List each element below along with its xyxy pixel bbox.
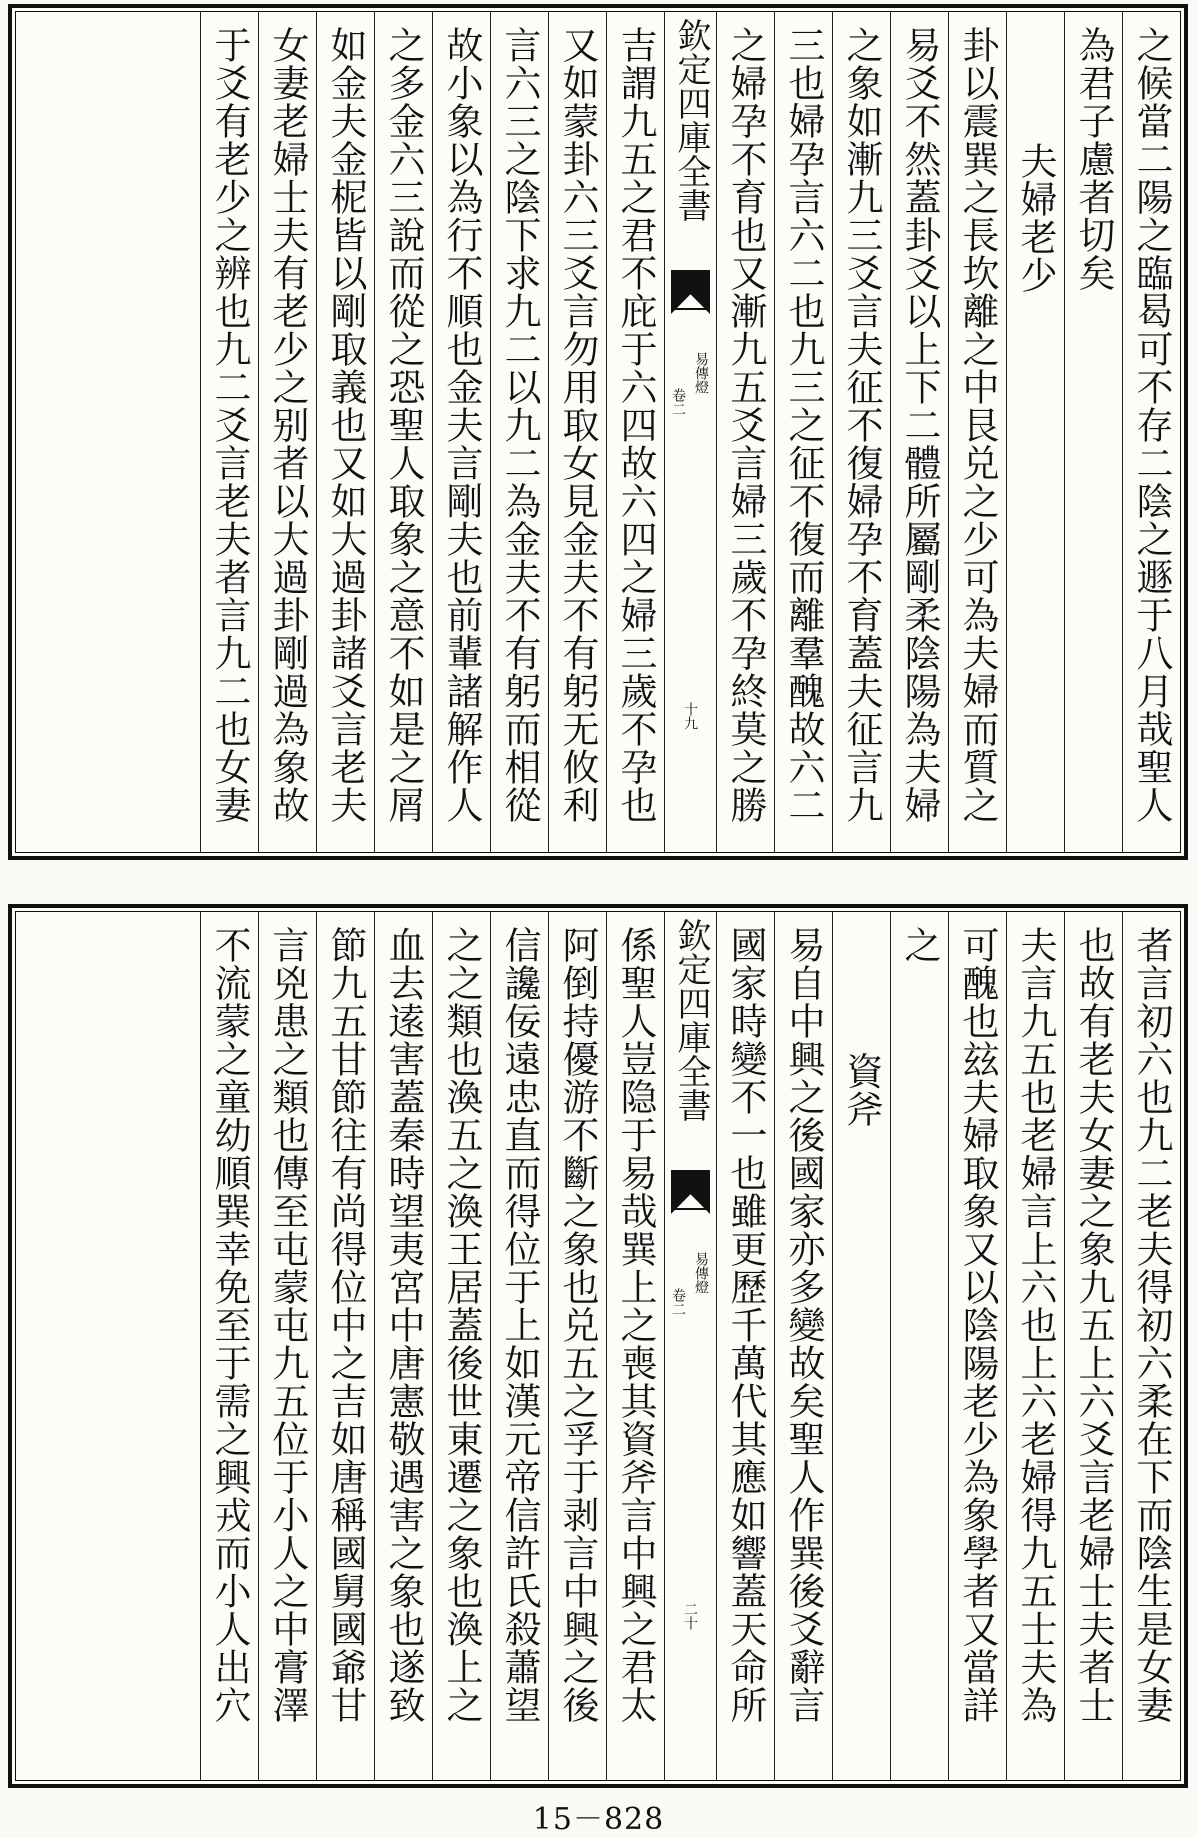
bottom-columns [16,912,1180,1780]
text-column: 之多金六三說而從之恐聖人取象之意不如是之屑 [374,12,432,852]
text-column: 如金夫金柅皆以剛取義也又如大過卦諸爻言老夫 [316,12,374,852]
leaf-number: 二十 [682,1602,698,1630]
top-columns [16,12,1180,852]
text-column: 易爻不然蓋卦爻以上下二體所屬剛柔陰陽為夫婦 [890,12,948,852]
text-column: 可醜也玆夫婦取象又以陰陽老少為象學者又當詳 [948,912,1006,1780]
volume-label: 卷二 [670,1288,686,1316]
text-column: 阿倒持優游不斷之象也兑五之孚于剥言中興之後 [548,912,606,1780]
text-column: 言兇患之類也傳至屯蒙屯九五位于小人之中膏澤 [258,912,316,1780]
section-heading: 資斧 [840,1052,883,1128]
text-column: 女妻老婦士夫有老少之别者以大過卦剛過為象故 [258,12,316,852]
text-column: 係聖人豈隐于易哉巽上之喪其資斧言中興之君太 [606,912,664,1780]
text-column: 國家時變不一也雖更歷千萬代其應如響蓋天命所 [716,912,774,1780]
volume-label: 卷二 [670,388,686,416]
text-column: 卦以震巽之長坎離之中艮兑之少可為夫婦而質之 [948,12,1006,852]
text-column: 言六三之陰下求九二以九二為金夫不有躬而相從 [490,12,548,852]
text-column: 故小象以為行不順也金夫言剛夫也前輩諸解作人 [432,12,490,852]
text-column: 夫言九五也老婦言上六也上六老婦得九五士夫為 [1006,912,1064,1780]
bottom-page-frame [15,911,1181,1781]
fishtail-line [671,1208,710,1240]
text-column: 易自中興之後國家亦多變故矣聖人作巽後爻辭言 [774,912,832,1780]
text-column: 血去逺害蓋秦時望夷宮中唐憲敬遇害之象也遂致 [374,912,432,1780]
bottom-page [8,904,1188,1788]
top-page-frame [15,11,1181,853]
leaf-number: 十九 [682,702,698,730]
fishtail-line [671,308,710,340]
text-column: 之之類也渙五之渙王居蓋後世東遷之象也渙上之 [432,912,490,1780]
text-column: 又如蒙卦六三爻言勿用取女見金夫不有躬无攸利 [548,12,606,852]
text-column: 信讒佞遠忠直而得位于上如漢元帝信許氏殺蕭望 [490,912,548,1780]
text-column: 吉謂九五之君不庇于六四故六四之婦三歲不孕也 [606,12,664,852]
top-page [8,4,1188,860]
section-heading: 夫婦老少 [1014,142,1057,294]
book-title: 易傳燈 [693,352,709,394]
text-column: 三也婦孕言六二也九三之征不復而離羣醜故六二 [774,12,832,852]
text-column: 之候當二陽之臨曷可不存二陰之遯于八月哉聖人 [1122,12,1180,852]
text-column: 之 [890,912,948,1780]
text-column: 于爻有老少之辨也九二爻言老夫者言九二也女妻 [200,12,258,852]
text-column: 也故有老夫女妻之象九五上六爻言老婦士夫者士 [1064,912,1122,1780]
text-column: 者言初六也九二老夫得初六柔在下而陰生是女妻 [1122,912,1180,1780]
library-title: 欽定四庫全書 [671,918,711,1122]
text-column: 節九五甘節往有尚得位中之吉如唐稱國舅國爺甘 [316,912,374,1780]
section-heading-column [1006,12,1064,852]
text-column: 不流蒙之童幼順巽幸免至于需之興戎而小人出穴 [200,912,258,1780]
page-number: 15－828 [532,1802,665,1837]
fold-column [664,12,716,852]
section-heading-column [832,912,890,1780]
text-column: 為君子慮者切矣 [1064,12,1122,852]
library-title: 欽定四庫全書 [671,18,711,222]
text-column: 之象如漸九三爻言夫征不復婦孕不育蓋夫征言九 [832,12,890,852]
book-title: 易傳燈 [693,1252,709,1294]
text-column: 之婦孕不育也又漸九五爻言婦三歲不孕終莫之勝 [716,12,774,852]
fold-column [664,912,716,1780]
